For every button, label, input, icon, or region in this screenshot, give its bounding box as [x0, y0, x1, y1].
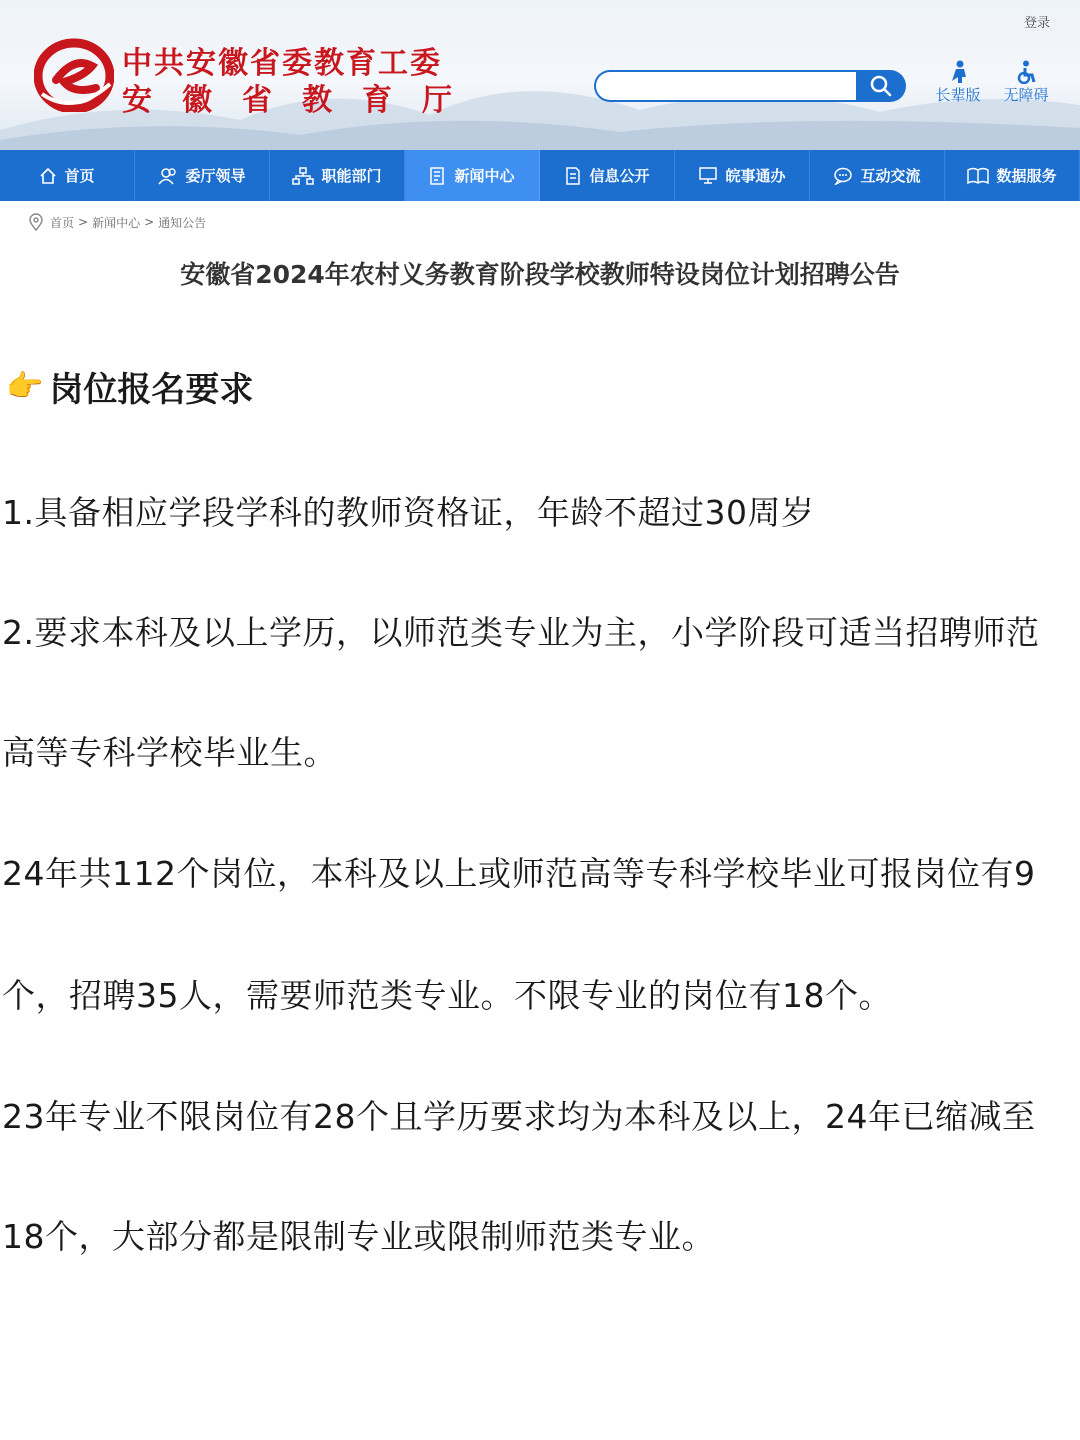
nav-item-label: 数据服务: [996, 167, 1057, 185]
elder-mode-label: 长辈版: [935, 86, 981, 104]
article-line: 23年专业不限岗位有28个且学历要求均为本科及以上，24年已缩减至: [2, 1097, 1036, 1136]
nav-item-label: 皖事通办: [725, 167, 786, 185]
nav-item-label: 互动交流: [860, 167, 921, 185]
article-line: 1.具备相应学段学科的教师资格证，年龄不超过30周岁: [2, 493, 815, 532]
location-pin-icon: [28, 213, 44, 231]
section-heading-text: 岗位报名要求: [49, 370, 254, 410]
nav-item-label: 委厅领导: [185, 167, 246, 185]
org-name-line1: 中共安徽省委教育工委: [122, 46, 442, 81]
news-icon: [429, 167, 447, 185]
document-icon: [564, 167, 582, 185]
leaders-icon: [158, 167, 178, 185]
login-link[interactable]: 登录: [1023, 16, 1050, 31]
monitor-icon: [698, 167, 718, 185]
chat-icon: [833, 167, 853, 185]
accessibility-label: 无障碍: [1003, 86, 1049, 104]
nav-item-news[interactable]: [405, 150, 540, 201]
org-chart-icon: [292, 167, 314, 185]
nav-item-label: 信息公开: [589, 167, 650, 185]
breadcrumb-current[interactable]: 通知公告: [158, 215, 207, 230]
article-line: 18个，大部分都是限制专业或限制师范类专业。: [2, 1217, 715, 1256]
breadcrumb-section[interactable]: 新闻中心: [92, 215, 141, 230]
section-heading: [6, 362, 253, 411]
search-icon: [870, 75, 892, 97]
pointing-hand-icon: 👉: [6, 369, 44, 404]
breadcrumb-home[interactable]: 首页: [50, 215, 75, 230]
article-line: 高等专科学校毕业生。: [2, 733, 337, 772]
nav-item-disclosure[interactable]: [540, 150, 675, 201]
nav-item-label: 新闻中心: [454, 167, 515, 185]
article-title: 安徽省2024年农村义务教育阶段学校教师特设岗位计划招聘公告: [180, 260, 900, 289]
nav-item-data[interactable]: [945, 150, 1080, 201]
main-nav: [0, 150, 1080, 201]
search-button[interactable]: [856, 70, 906, 102]
elder-mode-button[interactable]: [928, 60, 988, 105]
logo-icon: [34, 36, 114, 112]
nav-item-services[interactable]: [675, 150, 810, 201]
org-name-line2: 安徽省教育厅: [122, 83, 482, 118]
accessibility-button[interactable]: [996, 60, 1056, 105]
nav-item-leaders[interactable]: [135, 150, 270, 201]
nav-item-label: 职能部门: [321, 167, 382, 185]
breadcrumb: [28, 213, 210, 231]
book-icon: [967, 167, 989, 185]
breadcrumb-separator: >: [78, 215, 89, 229]
nav-item-label: 首页: [64, 167, 95, 185]
accessibility-icon: [996, 60, 1056, 84]
elder-icon: [928, 60, 988, 84]
nav-item-home[interactable]: [0, 150, 135, 201]
article-line: 24年共112个岗位，本科及以上或师范高等专科学校毕业可报岗位有9: [2, 854, 1036, 893]
nav-item-interaction[interactable]: [810, 150, 945, 201]
home-icon: [39, 167, 57, 185]
nav-item-departments[interactable]: [270, 150, 405, 201]
search-input[interactable]: [594, 70, 856, 102]
article-line: 2.要求本科及以上学历，以师范类专业为主，小学阶段可适当招聘师范: [2, 613, 1040, 652]
breadcrumb-separator: >: [144, 215, 155, 229]
article-line: 个，招聘35人，需要师范类专业。不限专业的岗位有18个。: [2, 976, 892, 1015]
site-header: [0, 0, 1080, 150]
